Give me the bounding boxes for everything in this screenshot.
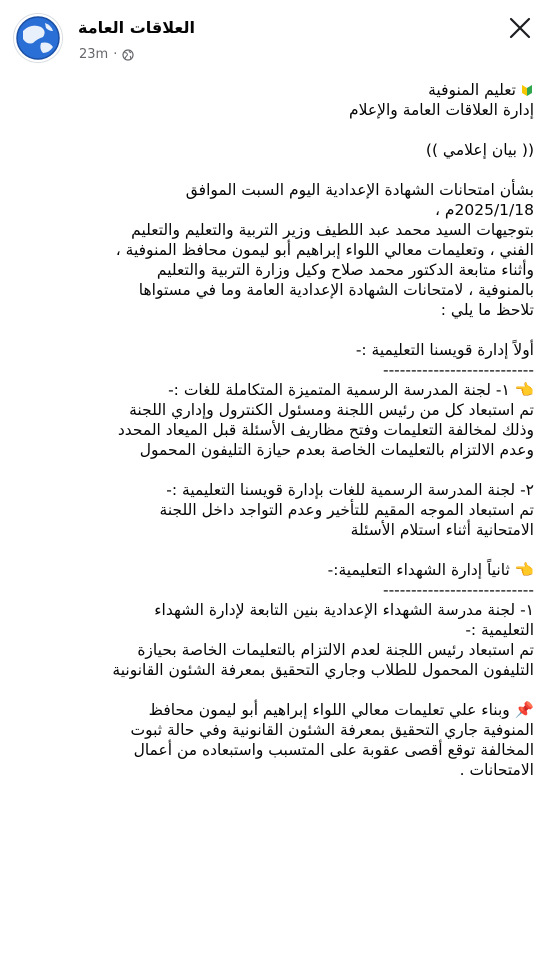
post-line-text: تعليم المنوفية xyxy=(428,81,516,99)
post-line: وأثناء متابعة الدكتور محمد صلاح وكيل وزارة التربية والتعليم xyxy=(156,261,534,279)
post-line: المنوفية جاري التحقيق بمعرفة الشئون القانونية وفي حالة ثبوت xyxy=(130,721,534,739)
beginner-badge-icon xyxy=(520,83,534,97)
post-line: 📌 وبناء علي تعليمات معالي اللواء إبراهيم أبو ليمون محافظ xyxy=(148,701,534,719)
post-line: تلاحظ ما يلي : xyxy=(440,301,534,319)
post-line: الامتحانات . xyxy=(459,761,534,779)
globe-icon[interactable] xyxy=(122,49,134,61)
page-name[interactable]: العلاقات العامة xyxy=(78,18,195,37)
post-line: --------------------------- xyxy=(382,361,534,379)
close-icon xyxy=(504,12,536,44)
post-line: ٢- لجنة المدرسة الرسمية للغات بإدارة قويسنا التعليمية :- xyxy=(166,481,534,499)
post-line xyxy=(24,80,534,100)
post-line: الفني ، وتعليمات معالي اللواء إبراهيم أبو ليمون محافظ المنوفية ، xyxy=(115,241,534,259)
page-avatar[interactable] xyxy=(13,13,63,63)
post-line: أولاً إدارة قويسنا التعليمية :- xyxy=(355,341,534,359)
post-line xyxy=(24,320,534,340)
post-line: إدارة العلاقات العامة والإعلام xyxy=(349,101,534,119)
post-line: بالمنوفية ، لامتحانات الشهادة الإعدادية العامة وما في مستواها xyxy=(138,281,534,299)
post-line: وعدم الالتزام بالتعليمات الخاصة بعدم حيازة التليفون المحمول xyxy=(139,441,534,459)
post-line: 👈 ثانياً إدارة الشهداء التعليمية:- xyxy=(327,561,534,579)
post-line: تم استبعاد رئيس اللجنة لعدم الالتزام بالتعليمات الخاصة بحيازة xyxy=(137,641,534,659)
post-header xyxy=(0,0,548,70)
post-line: المخالفة توقع أقصى عقوبة على المتسبب واستبعاده من أعمال xyxy=(133,741,534,759)
meta-separator: · xyxy=(113,47,118,62)
post-line xyxy=(24,540,534,560)
post-line: 2025/1/18م ، xyxy=(434,201,534,219)
post-line xyxy=(24,160,534,180)
post-line: التليفون المحمول للطلاب وجاري التحقيق بمعرفة الشئون القانونية xyxy=(112,661,534,679)
post-line: 👈 ١- لجنة المدرسة الرسمية المتميزة المتكاملة للغات :- xyxy=(168,381,534,399)
post-line: وذلك لمخالفة التعليمات وفتح مظاريف الأسئلة قبل الميعاد المحدد xyxy=(117,421,534,439)
post-line xyxy=(24,460,534,480)
post-line: --------------------------- xyxy=(382,581,534,599)
post-line: التعليمية :- xyxy=(465,621,534,639)
post-line: تم استبعاد الموجه المقيم للتأخير وعدم التواجد داخل اللجنة xyxy=(159,501,534,519)
post-line: تم استبعاد كل من رئيس اللجنة ومسئول الكنترول وإداري اللجنة xyxy=(129,401,534,419)
close-button[interactable] xyxy=(504,12,536,44)
post-body xyxy=(24,80,534,780)
post-line: الامتحانية أثناء استلام الأسئلة xyxy=(350,521,534,539)
post-meta xyxy=(79,47,134,62)
post-line: بتوجيهات السيد محمد عبد اللطيف وزير التربية والتعليم والتعليم xyxy=(131,221,534,239)
globe-logo-icon xyxy=(13,13,63,63)
post-line xyxy=(24,680,534,700)
post-line xyxy=(24,120,534,140)
post-line: (( بيان إعلامي )) xyxy=(425,141,534,159)
post-line: ١- لجنة مدرسة الشهداء الإعدادية بنين التابعة لإدارة الشهداء xyxy=(154,601,534,619)
post-line: بشأن امتحانات الشهادة الإعدادية اليوم السبت الموافق xyxy=(185,181,534,199)
post-time[interactable]: 23m xyxy=(79,47,109,62)
